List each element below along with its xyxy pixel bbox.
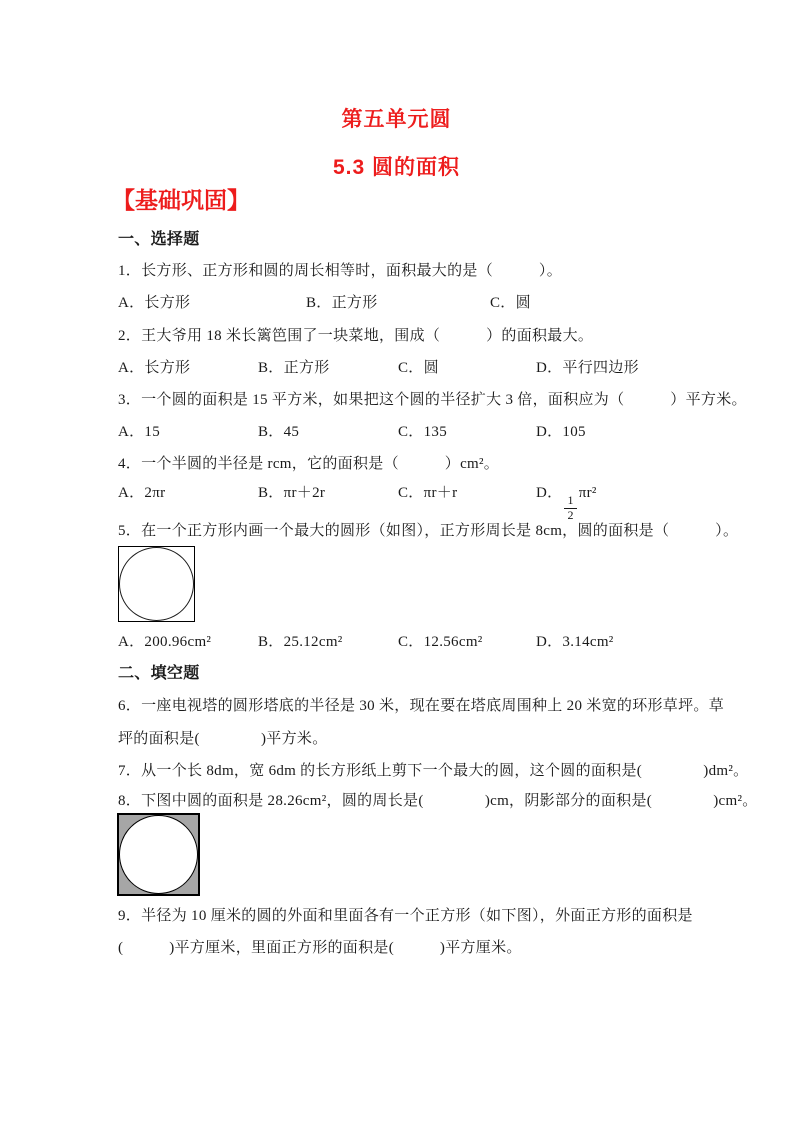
question-4-options xyxy=(0,483,793,522)
q2-option-b: B．正方形 xyxy=(258,360,330,376)
q5-circle-in-square-figure xyxy=(118,546,195,622)
q4-option-a: A．2πr xyxy=(118,485,166,501)
q5-option-c: C．12.56cm² xyxy=(398,634,483,650)
unit-title: 第五单元圆 xyxy=(341,108,452,131)
inscribed-white-circle xyxy=(119,815,198,894)
fraction-denominator: 2 xyxy=(567,507,574,522)
fill-section-heading: 二、填空题 xyxy=(118,665,200,682)
question-2-options xyxy=(0,358,793,380)
question-6-text-line2: 坪的面积是( )平方米。 xyxy=(118,731,328,747)
q1-option-a: A．长方形 xyxy=(118,295,191,311)
q8-shaded-square-with-circle-figure xyxy=(117,813,200,896)
q3-option-a: A．15 xyxy=(118,424,161,440)
question-8-text: 8．下图中圆的面积是 28.26cm²，圆的周长是( )cm，阴影部分的面积是( )cm²。 xyxy=(118,793,758,809)
question-3-text: 3．一个圆的面积是 15 平方米，如果把这个圆的半径扩大 3 倍，面积应为（ ）平方米。 xyxy=(118,392,747,408)
q4-option-d-tail: πr² xyxy=(578,485,597,501)
fraction-numerator: 1 xyxy=(564,494,576,509)
q2-option-c: C．圆 xyxy=(398,360,439,376)
q3-option-b: B．45 xyxy=(258,424,300,440)
q3-option-c: C．135 xyxy=(398,424,448,440)
question-4-text: 4．一个半圆的半径是 rcm，它的面积是（ ）cm²。 xyxy=(118,456,500,472)
q3-option-d: D．105 xyxy=(536,424,586,440)
question-9-text-line1: 9．半径为 10 厘米的圆的外面和里面各有一个正方形（如下图），外面正方形的面积是 xyxy=(118,908,693,924)
question-3-options xyxy=(0,422,793,444)
question-2-text: 2．王大爷用 18 米长篱笆围了一块菜地，围成（ ）的面积最大。 xyxy=(118,328,594,344)
question-7-text: 7．从一个长 8dm，宽 6dm 的长方形纸上剪下一个最大的圆，这个圆的面积是( )dm²。 xyxy=(118,763,749,779)
q4-option-d xyxy=(536,483,597,523)
question-5-text: 5．在一个正方形内画一个最大的圆形（如图），正方形周长是 8cm，圆的面积是（ ）。 xyxy=(118,523,739,539)
question-1-text: 1．长方形、正方形和圆的周长相等时，面积最大的是（ ）。 xyxy=(118,263,563,279)
q2-option-a: A．长方形 xyxy=(118,360,191,376)
question-9-text-line2: ( )平方厘米，里面正方形的面积是( )平方厘米。 xyxy=(118,940,522,956)
q4-option-c: C．πr＋r xyxy=(398,485,458,501)
inscribed-circle xyxy=(119,547,194,621)
q1-option-b: B．正方形 xyxy=(306,295,378,311)
question-6-text-line1: 6．一座电视塔的圆形塔底的半径是 30 米，现在要在塔底周围种上 20 米宽的环形草坪。草 xyxy=(118,698,725,714)
q2-option-d: D．平行四边形 xyxy=(536,360,639,376)
q1-option-c: C．圆 xyxy=(490,295,531,311)
question-1-options xyxy=(0,293,793,315)
q4-option-d-prefix: D． xyxy=(536,485,563,501)
choice-section-heading: 一、选择题 xyxy=(118,231,200,248)
q5-option-d: D．3.14cm² xyxy=(536,634,614,650)
one-half-fraction xyxy=(564,494,576,523)
q5-option-b: B．25.12cm² xyxy=(258,634,343,650)
q5-option-a: A．200.96cm² xyxy=(118,634,212,650)
lesson-title: 5.3 圆的面积 xyxy=(332,156,461,179)
q4-option-b: B．πr＋2r xyxy=(258,485,326,501)
basic-consolidation-heading: 【基础巩固】 xyxy=(112,187,250,213)
question-5-options xyxy=(0,632,793,654)
